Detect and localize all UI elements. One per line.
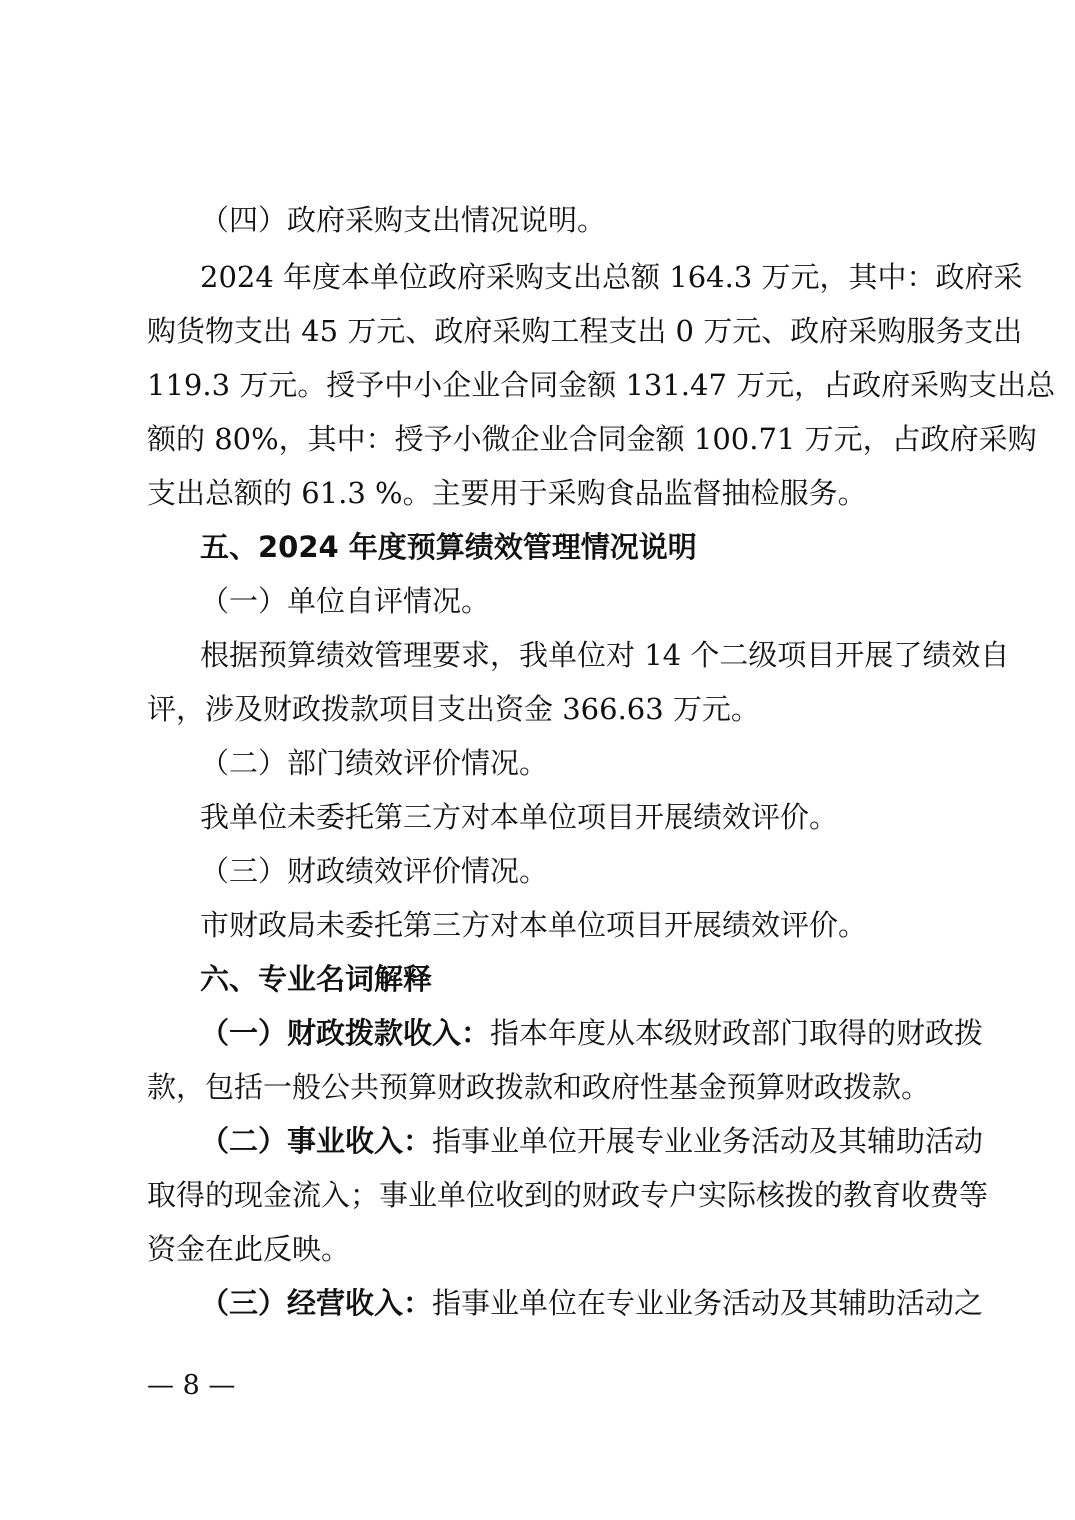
section-6-title: 六、专业名词解释: [200, 962, 433, 996]
page-number: — 8 —: [147, 1370, 236, 1401]
procurement-paragraph-line-5: 支出总额的 61.3 %。主要用于采购食品监督抽检服务。: [147, 476, 867, 510]
fiscal-eval-heading: （三）财政绩效评价情况。: [200, 854, 549, 888]
term-1-label: （一）财政拨款收入：: [200, 1016, 491, 1050]
term-1-definition-start: 指本年度从本级财政部门取得的财政拨: [490, 1016, 984, 1050]
term-3-label: （三）经营收入：: [200, 1286, 433, 1320]
dept-eval-heading: （二）部门绩效评价情况。: [200, 746, 549, 780]
term-2-line-2: 取得的现金流入；事业单位收到的财政专户实际核拨的教育收费等: [147, 1178, 989, 1212]
section-5-title: 五、2024 年度预算绩效管理情况说明: [200, 530, 697, 564]
term-1-line-1: [200, 1013, 984, 1053]
self-eval-heading: （一）单位自评情况。: [200, 584, 491, 618]
procurement-paragraph-line-2: 购货物支出 45 万元、政府采购工程支出 0 万元、政府采购服务支出: [147, 314, 1023, 348]
self-eval-line-2: 评，涉及财政拨款项目支出资金 366.63 万元。: [147, 692, 760, 726]
self-eval-line-1: 根据预算绩效管理要求，我单位对 14 个二级项目开展了绩效自: [200, 638, 1010, 672]
procurement-heading: （四）政府采购支出情况说明。: [200, 203, 607, 237]
term-2-label: （二）事业收入：: [200, 1124, 433, 1158]
procurement-paragraph-line-1: 2024 年度本单位政府采购支出总额 164.3 万元，其中：政府采: [200, 260, 1023, 294]
term-1-line-2: 款，包括一般公共预算财政拨款和政府性基金预算财政拨款。: [147, 1070, 931, 1104]
term-2-line-1: [200, 1121, 984, 1161]
term-3-definition-start: 指事业单位在专业业务活动及其辅助活动之: [432, 1286, 984, 1320]
fiscal-eval-text: 市财政局未委托第三方对本单位项目开展绩效评价。: [200, 908, 868, 942]
term-3-line-1: [200, 1283, 984, 1323]
term-2-line-3: 资金在此反映。: [147, 1232, 351, 1266]
term-2-definition-start: 指事业单位开展专业业务活动及其辅助活动: [432, 1124, 984, 1158]
dept-eval-text: 我单位未委托第三方对本单位项目开展绩效评价。: [200, 800, 839, 834]
procurement-paragraph-line-4: 额的 80%，其中：授予小微企业合同金额 100.71 万元，占政府采购: [147, 422, 1037, 456]
procurement-paragraph-line-3: 119.3 万元。授予中小企业合同金额 131.47 万元，占政府采购支出总: [147, 368, 1056, 402]
